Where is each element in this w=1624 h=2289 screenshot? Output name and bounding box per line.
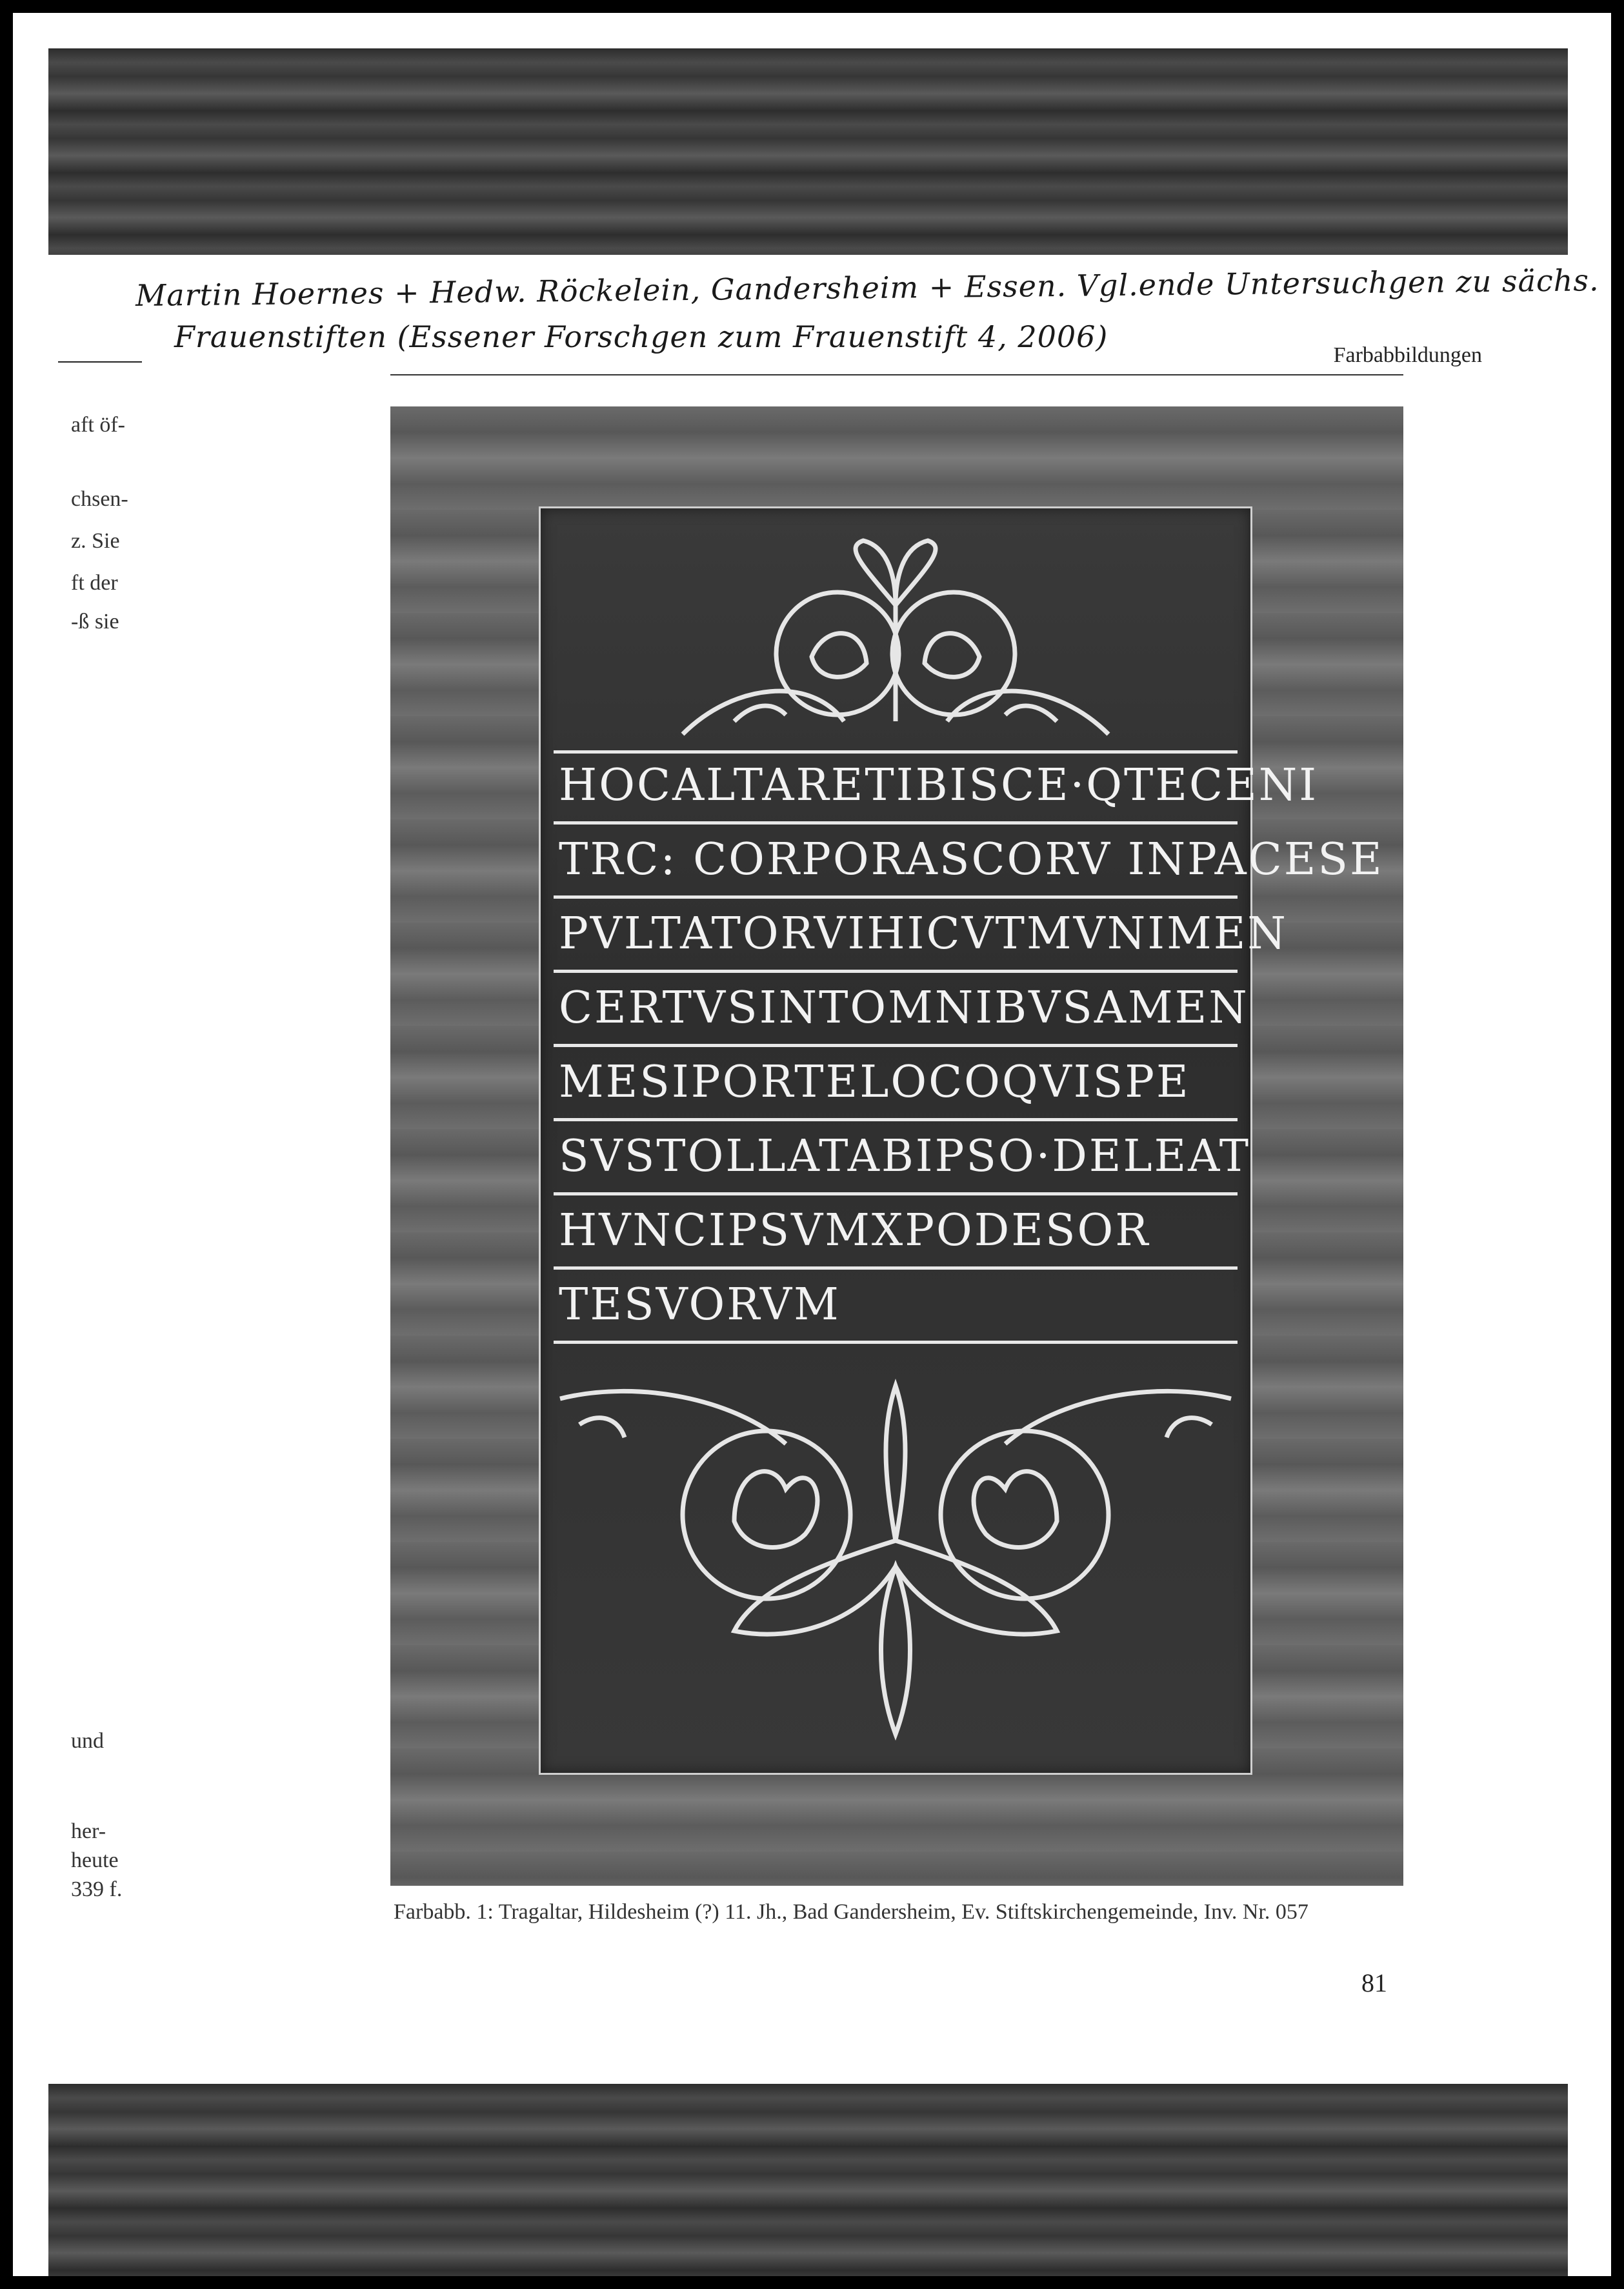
inscription-line-8: TESVORVM bbox=[559, 1279, 841, 1330]
handwritten-note-line-1: Martin Hoernes + Hedw. Röckelein, Gandersheim + Essen. Vgl.ende Untersuchgen zu sächs. bbox=[135, 263, 1599, 313]
scan-shadow-top bbox=[48, 48, 1568, 255]
altar-photograph bbox=[390, 406, 1403, 1886]
inscription-rule bbox=[554, 750, 1238, 754]
inscription-rule bbox=[554, 895, 1238, 899]
margin-fragment: und bbox=[71, 1729, 104, 1753]
inscription-rule bbox=[554, 1192, 1238, 1195]
bottom-scroll-ornament bbox=[541, 1373, 1250, 1760]
scanned-sheet bbox=[13, 13, 1611, 2276]
inscription-rule bbox=[554, 821, 1238, 825]
inscription-rule bbox=[554, 1118, 1238, 1121]
inscription-line-1: HOCALTARETIBISCE·QTECENI bbox=[559, 760, 1319, 811]
margin-fragment: -ß sie bbox=[71, 610, 119, 634]
handwritten-note-line-2: Frauenstiften (Essener Forschgen zum Frauenstift 4, 2006) bbox=[174, 319, 1108, 354]
inscription-line-7: HVNCIPSVMXPODESOR bbox=[559, 1205, 1150, 1256]
margin-fragment: her- bbox=[71, 1819, 106, 1843]
inscription-line-3: PVLTATORVIHICVTMVNIMEN bbox=[559, 908, 1288, 959]
margin-fragment: z. Sie bbox=[71, 529, 120, 553]
margin-fragment: aft öf- bbox=[71, 413, 126, 437]
header-rule-left bbox=[58, 361, 142, 363]
portable-altar-stone bbox=[539, 506, 1384, 1775]
figure-caption: Farbabb. 1: Tragaltar, Hildesheim (?) 11. Jh., Bad Gandersheim, Ev. Stiftskirchengemeinde, Inv. Nr. 057 bbox=[394, 1900, 1308, 1924]
scan-shadow-bottom bbox=[48, 2084, 1568, 2276]
inscription-line-4: CERTVSINTOMNIBVSAMEN bbox=[559, 983, 1249, 1034]
page-number: 81 bbox=[1361, 1968, 1387, 1997]
margin-fragment: chsen- bbox=[71, 487, 128, 511]
inscription-rule bbox=[554, 1341, 1238, 1344]
inscription-rule bbox=[554, 970, 1238, 973]
margin-fragment: heute bbox=[71, 1848, 119, 1872]
inscription-rule bbox=[554, 1266, 1238, 1270]
margin-fragment: 339 f. bbox=[71, 1877, 123, 1901]
running-head: Farbabbildungen bbox=[1333, 343, 1482, 367]
top-scroll-ornament bbox=[541, 528, 1250, 741]
inscription-line-5: MESIPORTELOCOQVISPE bbox=[559, 1057, 1190, 1108]
inscription-line-6: SVSTOLLATABIPSO·DELEAT bbox=[559, 1131, 1251, 1182]
header-rule bbox=[390, 374, 1403, 375]
inscription-rule bbox=[554, 1044, 1238, 1047]
margin-fragment: ft der bbox=[71, 571, 118, 595]
inscription-line-2: TRC: CORPORASCORV INPACESE bbox=[559, 834, 1384, 885]
